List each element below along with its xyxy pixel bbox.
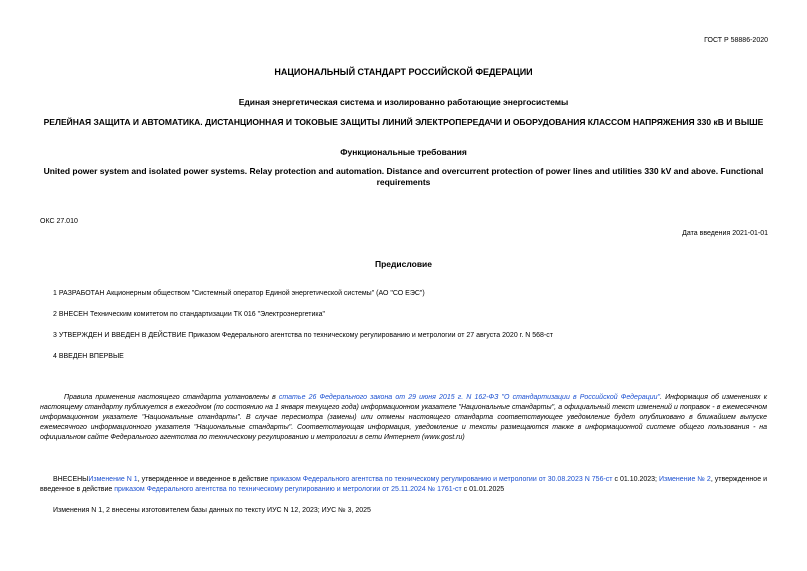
changes-note: Изменения N 1, 2 внесены изготовителем базы данных по тексту ИУС N 12, 2023; ИУС № 3, 2025 (53, 507, 371, 514)
english-title: United power system and isolated power systems. Relay protection and automation. Distance and overcurrent protection of power lines and utilities 330 kV and above. Functional requirements (43, 166, 764, 187)
preface-item-submitted: 2 ВНЕСЕН Техническим комитетом по стандартизации ТК 016 "Электроэнергетика" (53, 311, 325, 318)
amend-text-1: ВНЕСЕНЫ (53, 476, 89, 483)
preface-item-first: 4 ВВЕДЕН ВПЕРВЫЕ (53, 353, 124, 360)
federal-law-link[interactable]: статье 26 Федерального закона от 29 июня 2015 г. N 162-ФЗ "О стандартизации в Российской Федерации" (278, 394, 661, 401)
preface-item-approved: 3 УТВЕРЖДЕН И ВВЕДЕН В ДЕЙСТВИЕ Приказом Федерального агентства по техническому регулированию и метрологии от 27 августа 2020 г. N 568-ст (53, 332, 553, 339)
subtitle: Функциональные требования (340, 147, 467, 157)
introduction-date: Дата введения 2021-01-01 (682, 230, 768, 237)
system-title: Единая энергетическая система и изолированно работающие энергосистемы (238, 97, 569, 107)
amendment-1-link[interactable]: Изменение N 1 (88, 476, 138, 483)
oks-code: ОКС 27.010 (40, 218, 78, 225)
amend-text-5: с 01.01.2025 (461, 486, 505, 493)
amend-text-2: , утвержденное и введенное в действие (137, 476, 271, 483)
amend-text-4: , утвержденное и введенное в действие (40, 476, 767, 493)
rules-text-1: Правила применения настоящего стандарта установлены в (64, 394, 279, 401)
rules-text-2: . Информация об изменениях к настоящему стандарту публикуется в ежегодном (по состоянию на 1 января текущего года) информационном указателе "Национальные стандарты", а официальный текст изменений и поправок - в ежемесячном информационном указателе "Национальные стандарты". В случае пересмотра (замены) или отмены настоящего стандарта соответствующее уведомление будет опубликовано в ближайшем выпуске ежемесячного информационного указателя "Национальные стандарты". Соответствующая информация, уведомление и тексты размещаются также в информационной системе общего пользования - на официальном сайте Федерального агентства по техническому регулированию и метрологии в сети Интернет (www.gost.ru) (40, 394, 768, 441)
amend-text-3: с 01.10.2023; (612, 476, 659, 483)
main-title: РЕЛЕЙНАЯ ЗАЩИТА И АВТОМАТИКА. ДИСТАНЦИОННАЯ И ТОКОВЫЕ ЗАЩИТЫ ЛИНИЙ ЭЛЕКТРОПЕРЕДАЧИ И ОБОРУДОВАНИЯ КЛАССОМ НАПРЯЖЕНИЯ 330 кВ И ВЫШЕ (43, 117, 764, 127)
amendments-paragraph (40, 475, 767, 495)
standard-heading: НАЦИОНАЛЬНЫЙ СТАНДАРТ РОССИЙСКОЙ ФЕДЕРАЦИИ (274, 67, 533, 77)
preface-heading: Предисловие (374, 259, 433, 269)
gost-code: ГОСТ Р 58886-2020 (704, 37, 768, 44)
application-rules-paragraph (40, 393, 767, 443)
order-1761-link[interactable]: приказом Федерального агентства по техническому регулированию и метрологии от 25.11.2024 № 1761-ст (114, 486, 462, 493)
order-756-link[interactable]: приказом Федерального агентства по техническому регулированию и метрологии от 30.08.2023 N 756-ст (270, 476, 613, 483)
amendment-2-link[interactable]: Изменение № 2 (658, 476, 711, 483)
preface-item-developed: 1 РАЗРАБОТАН Акционерным обществом "Системный оператор Единой энергетической системы" (АО "СО ЕЭС") (53, 290, 425, 297)
